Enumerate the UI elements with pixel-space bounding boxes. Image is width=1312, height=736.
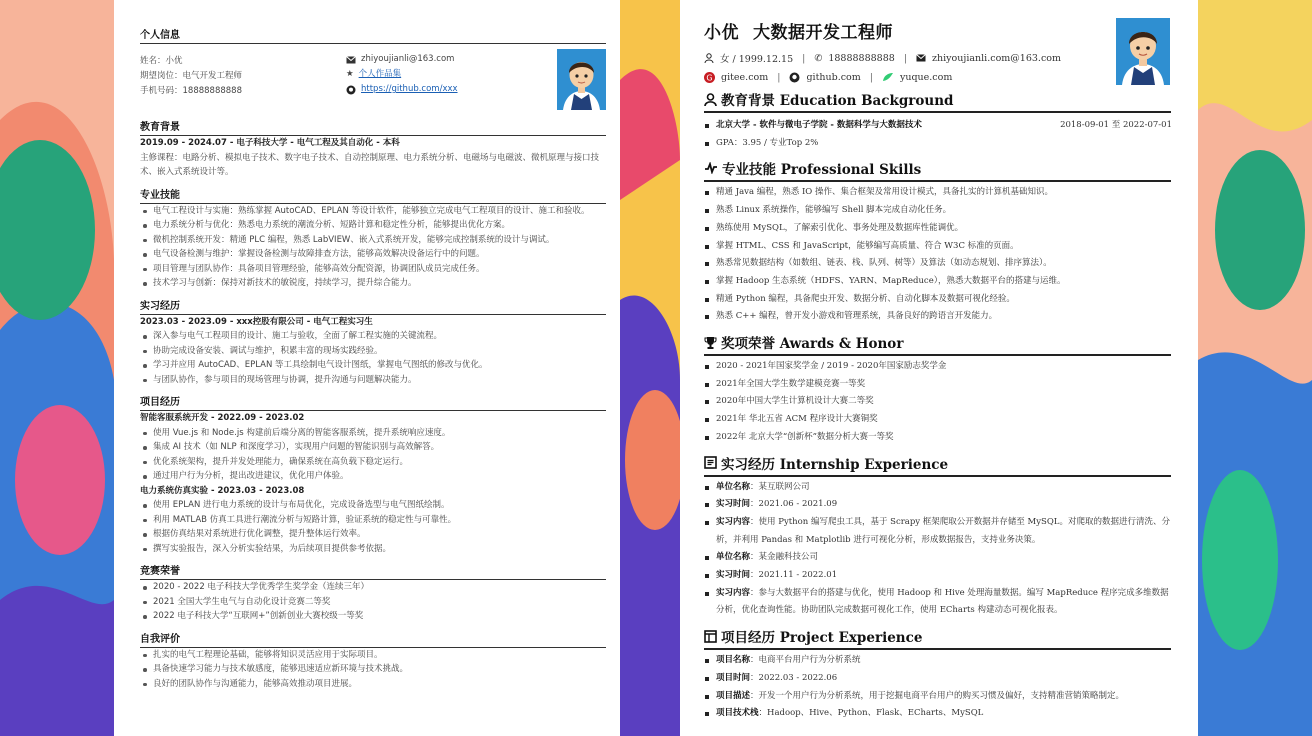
list-item: 2020年中国大学生计算机设计大赛二等奖	[704, 393, 1172, 411]
list-item: 掌握 HTML、CSS 和 JavaScript，能够编写高质量、符合 W3C 标准的页面。	[704, 238, 1172, 256]
name-field: 姓名：小优	[140, 56, 183, 66]
github-link[interactable]: github.com	[806, 71, 861, 83]
list-item: 扎实的电气工程理论基础，能够将知识灵活应用于实际项目。	[140, 648, 606, 663]
resume-left	[114, 0, 620, 736]
field-value: 2021.11 - 2022.01	[758, 570, 838, 581]
section-heading-project	[704, 626, 1171, 650]
avatar	[557, 49, 606, 110]
resume-right	[680, 0, 1198, 736]
divider: |	[802, 52, 806, 64]
list-item: 协助完成设备安装、调试与维护，积累丰富的现场实践经验。	[140, 344, 606, 359]
envelope-icon	[916, 54, 926, 62]
contact-line	[704, 52, 1172, 64]
list-item: 通过用户行为分析，提出改进建议，优化用户体验。	[140, 469, 606, 484]
list-item: 2021 全国大学生电气与自动化设计竞赛二等奖	[140, 595, 606, 610]
list-item: 项目时间：2022.03 - 2022.06	[704, 670, 1172, 688]
list-item: 具备快速学习能力与技术敏感度，能够迅速适应新环境与技术挑战。	[140, 662, 606, 677]
section-heading-personal: 个人信息	[140, 26, 606, 44]
project-1-title: 智能客服系统开发 - 2022.09 - 2023.02	[140, 413, 305, 423]
field-value: 开发一个用户行为分析系统，用于挖掘电商平台用户的购买习惯及偏好，支持精准营销策略制定。	[758, 690, 1125, 701]
project-list	[704, 652, 1172, 723]
field-value: 某金融科技公司	[758, 552, 819, 563]
window-icon	[704, 630, 717, 643]
field-label: 项目描述	[716, 690, 751, 701]
list-item: 与团队协作，参与项目的现场管理与协调，提升沟通与问题解决能力。	[140, 373, 606, 388]
list-item: 良好的团队协作与沟通能力，能够高效推动项目进展。	[140, 677, 606, 692]
section-heading-awards	[704, 332, 1171, 356]
awards-list	[140, 580, 606, 624]
section-heading-skills: 专业技能	[140, 186, 606, 204]
list-item: 2020 - 2022 电子科技大学优秀学生奖学金（连续三年）	[140, 580, 606, 595]
list-item	[704, 117, 1172, 135]
gitee-icon	[704, 72, 715, 83]
list-item: 单位名称：某互联网公司	[704, 479, 1172, 497]
list-item: 单位名称：某金融科技公司	[704, 549, 1172, 567]
links-line	[704, 71, 1172, 83]
project-2-list	[140, 498, 606, 556]
field-value: 某互联网公司	[758, 481, 810, 492]
self-eval-list	[140, 648, 606, 692]
list-item: 实习内容：参与大数据平台的搭建与优化，使用 Hadoop 和 Hive 处理海量数据。编写 MapReduce 程序完成多维数据分析，优化查询性能。协助团队完成数据可视化工作，使用 ECharts 构建动态可视化报表。	[704, 585, 1172, 620]
list-item: 集成 AI 技术（如 NLP 和深度学习），实现用户问题的智能识别与高效解答。	[140, 440, 606, 455]
list-item: 掌握 Hadoop 生态系统（HDFS、YARN、MapReduce），熟悉大数据平台的搭建与运维。	[704, 273, 1172, 291]
list-item: 熟悉常见数据结构（如数组、链表、栈、队列、树等）及算法（如动态规划、排序算法）。	[704, 255, 1172, 273]
field-value: Hadoop、Hive、Python、Flask、ECharts、MySQL	[767, 708, 984, 719]
list-item: 学习并应用 AutoCAD、EPLAN 等工具绘制电气设计图纸，掌握电气图纸的修改与优化。	[140, 358, 606, 373]
portfolio-link[interactable]: 个人作品集	[358, 69, 402, 79]
phone-icon: ✆	[814, 52, 823, 64]
gender-birth: 女 / 1999.12.15	[720, 54, 794, 65]
field-value: 参与大数据平台的搭建与优化，使用 Hadoop 和 Hive 处理海量数据。编写 MapReduce 程序完成多维数据分析，优化查询性能。协助团队完成数据可视化工作，使用 ECharts 构建动态可视化报表。	[716, 587, 1169, 616]
avatar	[1116, 18, 1170, 85]
section-heading-education	[704, 89, 1171, 113]
svg-text:G: G	[706, 73, 713, 82]
yuque-link[interactable]: yuque.com	[899, 71, 953, 83]
email: zhiyoujianli.com@163.com	[932, 52, 1061, 64]
internship-list	[704, 479, 1172, 621]
gitee-link[interactable]: gitee.com	[721, 71, 769, 83]
list-item: 2022年 北京大学“创新杯”数据分析大赛一等奖	[704, 429, 1172, 447]
list-item: 熟悉 Linux 系统操作，能够编写 Shell 脚本完成自动化任务。	[704, 202, 1172, 220]
field-label: 单位名称	[716, 552, 751, 563]
section-heading-skills	[704, 158, 1171, 182]
yuque-icon	[882, 72, 894, 82]
job-title: 大数据开发工程师	[753, 23, 893, 43]
section-heading-education: 教育背景	[140, 118, 606, 136]
section-heading-self: 自我评价	[140, 630, 606, 648]
github-link[interactable]: https://github.com/xxx	[361, 84, 458, 94]
list-item: 实习内容：使用 Python 编写爬虫工具，基于 Scrapy 框架爬取公开数据并存储至 MySQL。对爬取的数据进行清洗、分析，并利用 Pandas 和 Matplotlib 进行可视化分析，形成数据报告，支持业务决策。	[704, 514, 1172, 549]
school: 北京大学 - 软件与微电子学院 - 数据科学与大数据技术	[716, 120, 922, 130]
trophy-icon	[704, 336, 717, 349]
list-item: 实习时间：2021.06 - 2021.09	[704, 496, 1172, 514]
section-title: 教育背景 Education Background	[721, 93, 954, 109]
personal-info	[140, 44, 606, 112]
pulse-icon	[704, 162, 718, 174]
divider: |	[777, 71, 781, 83]
skills-list	[704, 184, 1172, 326]
project-1-list	[140, 426, 606, 484]
project-2-title: 电力系统仿真实验 - 2023.03 - 2023.08	[140, 485, 305, 496]
field-label: 项目名称	[716, 655, 751, 666]
skills-list	[140, 204, 606, 291]
position-field: 期望岗位：电气开发工程师	[140, 71, 243, 81]
list-item: 熟悉 C++ 编程，曾开发小游戏和管理系统，具备良好的跨语言开发能力。	[704, 308, 1172, 326]
list-item: 使用 EPLAN 进行电力系统的设计与布局优化，完成设备选型与电气图纸绘制。	[140, 498, 606, 513]
phone-field: 手机号码：18888888888	[140, 86, 242, 96]
list-item: 项目管理与团队协作：具备项目管理经验，能够高效分配资源，协调团队成员完成任务。	[140, 262, 606, 277]
field-value: 使用 Python 编写爬虫工具，基于 Scrapy 框架爬取公开数据并存储至 MySQL。对爬取的数据进行清洗、分析，并利用 Pandas 和 Matplotlib 进行可视化分析，形成数据报告，支持业务决策。	[716, 516, 1170, 545]
section-heading-internship	[704, 453, 1171, 477]
list-item: 项目技术栈：Hadoop、Hive、Python、Flask、ECharts、MySQL	[704, 705, 1172, 723]
list-item: 2021年 华北五省 ACM 程序设计大赛铜奖	[704, 411, 1172, 429]
list-item: 项目描述：开发一个用户行为分析系统，用于挖掘电商平台用户的购买习惯及偏好，支持精准营销策略制定。	[704, 688, 1172, 706]
phone: 18888888888	[828, 52, 895, 64]
internship-list	[140, 329, 606, 387]
list-item: 精通 Python 编程，具备爬虫开发、数据分析、自动化脚本及数据可视化经验。	[704, 291, 1172, 309]
section-title: 实习经历 Internship Experience	[721, 456, 949, 473]
document-icon	[704, 456, 717, 469]
field-label: 实习时间	[716, 570, 751, 581]
field-label: 实习时间	[716, 499, 751, 510]
list-item: 优化系统架构，提升并发处理能力，确保系统在高负载下稳定运行。	[140, 455, 606, 470]
list-item: 2021年全国大学生数学建模竞赛一等奖	[704, 376, 1172, 394]
list-item: 使用 Vue.js 和 Node.js 构建前后端分离的智能客服系统，提升系统响应速度。	[140, 426, 606, 441]
star-icon: ★	[346, 69, 354, 79]
list-item: 实习时间：2021.11 - 2022.01	[704, 567, 1172, 585]
section-heading-awards: 竞赛荣誉	[140, 562, 606, 580]
envelope-icon	[346, 56, 356, 64]
section-title: 专业技能 Professional Skills	[722, 162, 922, 179]
list-item: 撰写实验报告，深入分析实验结果，为后续项目提供参考依据。	[140, 542, 606, 557]
avatar-illustration	[557, 49, 606, 110]
section-heading-projects: 项目经历	[140, 393, 606, 411]
field-label: 实习内容	[716, 587, 751, 598]
divider: |	[869, 71, 873, 83]
list-item: GPA：3.95 / 专业Top 2%	[704, 135, 1172, 153]
candidate-name: 小优	[704, 23, 739, 43]
section-title: 奖项荣誉 Awards & Honor	[721, 336, 904, 353]
list-item: 电气设备检测与维护：掌握设备检测与故障排查方法，能够高效解决设备运行中的问题。	[140, 247, 606, 262]
github-icon	[789, 72, 800, 83]
person-icon	[704, 53, 714, 63]
awards-list	[704, 358, 1172, 447]
section-heading-internship: 实习经历	[140, 297, 606, 315]
section-title: 项目经历 Project Experience	[721, 630, 923, 647]
header	[704, 18, 1172, 43]
list-item: 电气工程设计与实施：熟练掌握 AutoCAD、EPLAN 等设计软件，能够独立完成电气工程项目的设计、施工和验收。	[140, 204, 606, 219]
list-item: 项目名称：电商平台用户行为分析系统	[704, 652, 1172, 670]
field-label: 项目技术栈	[716, 708, 759, 719]
list-item: 2022 电子科技大学“互联网+”创新创业大赛校级一等奖	[140, 609, 606, 624]
email-field: zhiyoujianli@163.com	[361, 54, 455, 64]
list-item: 2020 - 2021年国家奖学金 / 2019 - 2020年国家励志奖学金	[704, 358, 1172, 376]
field-value: 2021.06 - 2021.09	[758, 499, 838, 510]
field-label: 项目时间	[716, 672, 751, 683]
person-icon	[704, 93, 717, 106]
list-item: 精通 Java 编程，熟悉 IO 操作、集合框架及常用设计模式，具备扎实的计算机基础知识。	[704, 184, 1172, 202]
list-item: 深入参与电气工程项目的设计、施工与验收，全面了解工程实施的关键流程。	[140, 329, 606, 344]
internship-title: 2023.03 - 2023.09 - xxx控股有限公司 - 电气工程实习生	[140, 316, 373, 327]
edu-dates: 2018-09-01 至 2022-07-01	[1060, 120, 1172, 130]
field-label: 单位名称	[716, 481, 751, 492]
list-item: 熟练使用 MySQL，了解索引优化、事务处理及数据库性能调优。	[704, 220, 1172, 238]
education-title: 2019.09 - 2024.07 - 电子科技大学 - 电气工程及其自动化 - 本科	[140, 138, 400, 148]
github-icon	[346, 85, 356, 95]
list-item: 微机控制系统开发：精通 PLC 编程，熟悉 LabVIEW、嵌入式系统开发，能够完成控制系统的设计与调试。	[140, 233, 606, 248]
avatar-illustration	[1116, 18, 1170, 85]
field-label: 实习内容	[716, 516, 751, 527]
field-value: 2022.03 - 2022.06	[758, 672, 838, 683]
list-item: 根据仿真结果对系统进行优化调整，提升整体运行效率。	[140, 527, 606, 542]
education-courses: 主修课程：电路分析、模拟电子技术、数字电子技术、自动控制原理、电力系统分析、电磁场与电磁波、微机原理与接口技术、嵌入式系统设计等。	[140, 152, 600, 177]
list-item: 电力系统分析与优化：熟悉电力系统的潮流分析、短路计算和稳定性分析，能够提出优化方案。	[140, 218, 606, 233]
list-item: 利用 MATLAB 仿真工具进行潮流分析与短路计算，验证系统的稳定性与可靠性。	[140, 513, 606, 528]
field-value: 电商平台用户行为分析系统	[758, 655, 861, 666]
education-list	[704, 117, 1172, 152]
list-item: 技术学习与创新：保持对新技术的敏锐度，持续学习，提升综合能力。	[140, 276, 606, 291]
divider: |	[903, 52, 908, 64]
